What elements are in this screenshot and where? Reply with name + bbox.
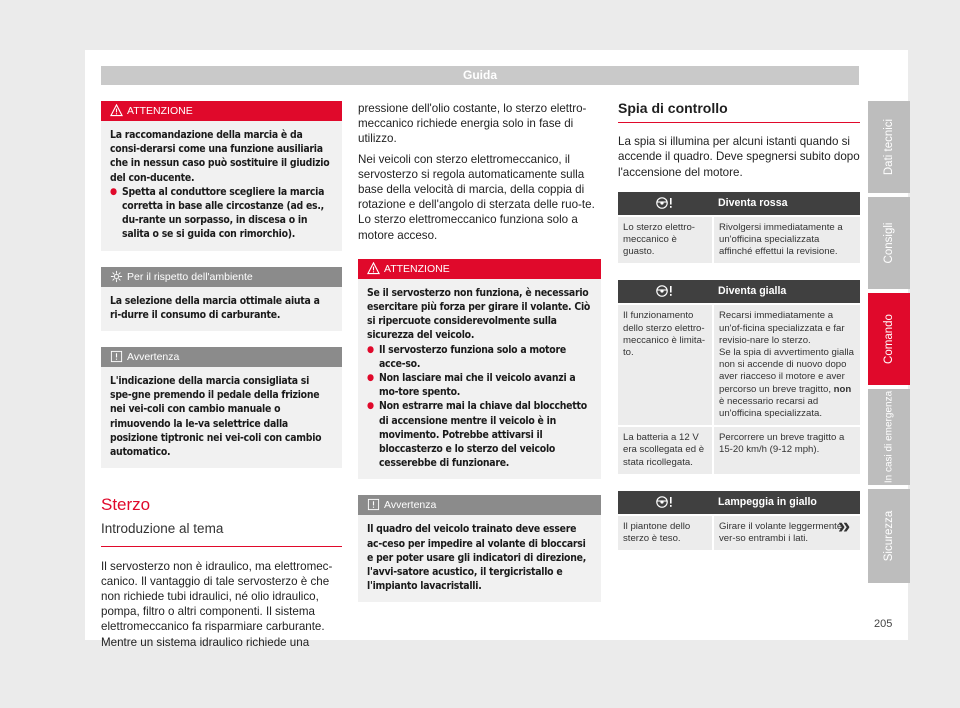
note-label: Avvertenza [127, 351, 180, 364]
note-header [101, 347, 342, 367]
table-header-row [618, 280, 860, 304]
environment-body: La selezione della marcia ottimale aiuta a ri-durre il consumo di carburante. [110, 294, 320, 321]
warning-text: La raccomandazione della marcia è da consi-derarsi come una funzione ausiliaria che in nessun caso può sostituire il giudizio del con-ducente. [110, 129, 330, 184]
note-box [358, 495, 601, 602]
warning-body [101, 121, 342, 251]
environment-box [101, 267, 342, 331]
column-right [618, 98, 860, 550]
warning-bullet: ● Il servosterzo funziona solo a motore acce-so. [367, 343, 592, 371]
warning-label: ATTENZIONE [127, 105, 193, 117]
body-paragraph: Il servosterzo non è idraulico, ma elettromec-canico. Il vantaggio di tale servosterzo è che non richiede tubi idraulici, né olio idraulico, pompa, filtro o altri componenti. Il sistema elettromeccanico fa risparmiare carburante. Mentre un sistema idraulico richiede una [101, 559, 333, 649]
info-icon [367, 498, 380, 511]
table-cell-condition: Il funzionamento dello sterzo elettro-meccanico è limita-to. [618, 304, 713, 426]
table-head-label: Lampeggia in giallo [713, 491, 860, 515]
tab-sicurezza[interactable] [868, 489, 910, 583]
section-title: Spia di controllo [618, 98, 860, 123]
table-cell-action: Rivolgersi immediatamente a un'officina specializzata affinché effettui la revisione. [713, 216, 860, 264]
steering-warning-icon [618, 491, 713, 515]
tab-label: Sicurezza [883, 510, 895, 562]
section-title: Sterzo [101, 495, 151, 515]
table-header-row [618, 192, 860, 216]
note-label: Avvertenza [384, 499, 437, 512]
warning-icon [367, 262, 380, 275]
environment-label: Per il rispetto dell'ambiente [127, 270, 253, 283]
tab-label: In casi di emergenza [883, 390, 895, 484]
note-header [358, 495, 601, 515]
tab-label: Consigli [883, 222, 895, 264]
table-row [618, 304, 860, 426]
continue-arrow: » [838, 513, 851, 538]
tab-emergenza[interactable] [868, 389, 910, 485]
table-header-row [618, 491, 860, 515]
table-cell-action: Percorrere un breve tragitto a 15-20 km/h (9-12 mph). [713, 426, 860, 474]
environment-header [101, 267, 342, 287]
warning-body [358, 279, 601, 480]
table-row [618, 426, 860, 474]
warning-bullet: ● Spetta al conduttore scegliere la marcia corretta in base alle circostanze (ad es., du-rante un sorpasso, in discesa o in salita o se si guida con rimorchio). [110, 185, 333, 242]
table-row [618, 216, 860, 264]
warning-box [101, 101, 342, 251]
column-middle [358, 101, 601, 618]
steering-warning-icon [618, 280, 713, 304]
table-cell-text: è necessario recarsi ad un'officina specializzata. [719, 395, 822, 420]
steering-warning-icon [618, 192, 713, 216]
table-blinking [618, 491, 860, 550]
tab-comando[interactable] [868, 293, 910, 385]
table-row [618, 515, 860, 550]
info-icon [110, 350, 123, 363]
page-header: Guida [101, 66, 859, 85]
warning-text: Se il servosterzo non funziona, è necessario esercitare più forza per girare il volante. Ciò si ripercuote considerevolmente sulla sicurezza del veicolo. [367, 286, 591, 342]
warning-header [101, 101, 342, 121]
table-head-label: Diventa gialla [713, 280, 860, 304]
warning-bullet: ● Non lasciare mai che il veicolo avanzi a mo-tore spento. [367, 371, 592, 399]
table-cell-condition: Il piantone dello sterzo è teso. [618, 515, 713, 550]
body-paragraph-continued: pressione dell'olio costante, lo sterzo elettro-meccanico richiede energia solo in fase di utilizzo. [358, 102, 587, 146]
table-red [618, 192, 860, 264]
intro-paragraph: La spia si illumina per alcuni istanti quando si accende il quadro. Deve spegnersi subito dopo l'accensione del motore. [618, 135, 860, 179]
tab-consigli[interactable] [868, 197, 910, 289]
table-cell-condition: Lo sterzo elettro-meccanico è guasto. [618, 216, 713, 264]
table-cell-action: Girare il volante leggermente ver-so entrambi i lati. [713, 515, 860, 550]
leaf-icon [110, 270, 123, 283]
table-cell-condition: La batteria a 12 V era scollegata ed è stata ricollegata. [618, 426, 713, 474]
note-box [101, 347, 342, 468]
table-head-label: Diventa rossa [713, 192, 860, 216]
warning-box [358, 259, 601, 480]
warning-icon [110, 104, 123, 117]
tab-label: Dati tecnici [883, 118, 895, 176]
warning-header [358, 259, 601, 279]
section-subtitle: Introduzione al tema [101, 522, 342, 546]
table-yellow [618, 280, 860, 473]
table-cell-bold: non [833, 383, 852, 395]
warning-bullet: ● Non estrarre mai la chiave dal blocchetto di accensione mentre il veicolo è in movimento. Potrebbe attivarsi il bloccasterzo e lo sterzo del veicolo cesserebbe di funzionare. [367, 399, 592, 470]
note-body: L'indicazione della marcia consigliata si spe-gne premendo il pedale della frizione nei vei-coli con cambio manuale o rimuovendo la le-va selettrice dalla posizione tiptronic nei vei-coli con cambio automatico. [110, 375, 322, 459]
page-number: 205 [874, 618, 893, 630]
note-body: Il quadro del veicolo trainato deve essere ac-ceso per impedire al volante di bloccarsi e per poter usare gli indicatori di direzione, l'avvi-satore acustico, il tergicristallo e l'impianto lavacristalli. [367, 523, 587, 593]
warning-label: ATTENZIONE [384, 262, 450, 275]
table-cell-text: Recarsi immediatamente a un'of-ficina specializzata e far revisio-nare lo sterzo. [719, 310, 845, 346]
body-paragraph: Nei veicoli con sterzo elettromeccanico, il servosterzo si regola automaticamente sulla base della velocità di marcia, della coppia di rotazione e dell'angolo di sterzata delle ruo-te. Lo sterzo elettromeccanico funziona solo a motore acceso. [358, 152, 595, 242]
table-cell-text: Se la spia di avvertimento gialla non si accende di nuovo dopo aver riacceso il motore e aver percorso un breve tragitto, [719, 347, 854, 395]
tab-dati-tecnici[interactable] [868, 101, 910, 193]
tab-label: Comando [883, 314, 895, 364]
column-left [101, 101, 342, 650]
table-cell-action [713, 304, 860, 426]
